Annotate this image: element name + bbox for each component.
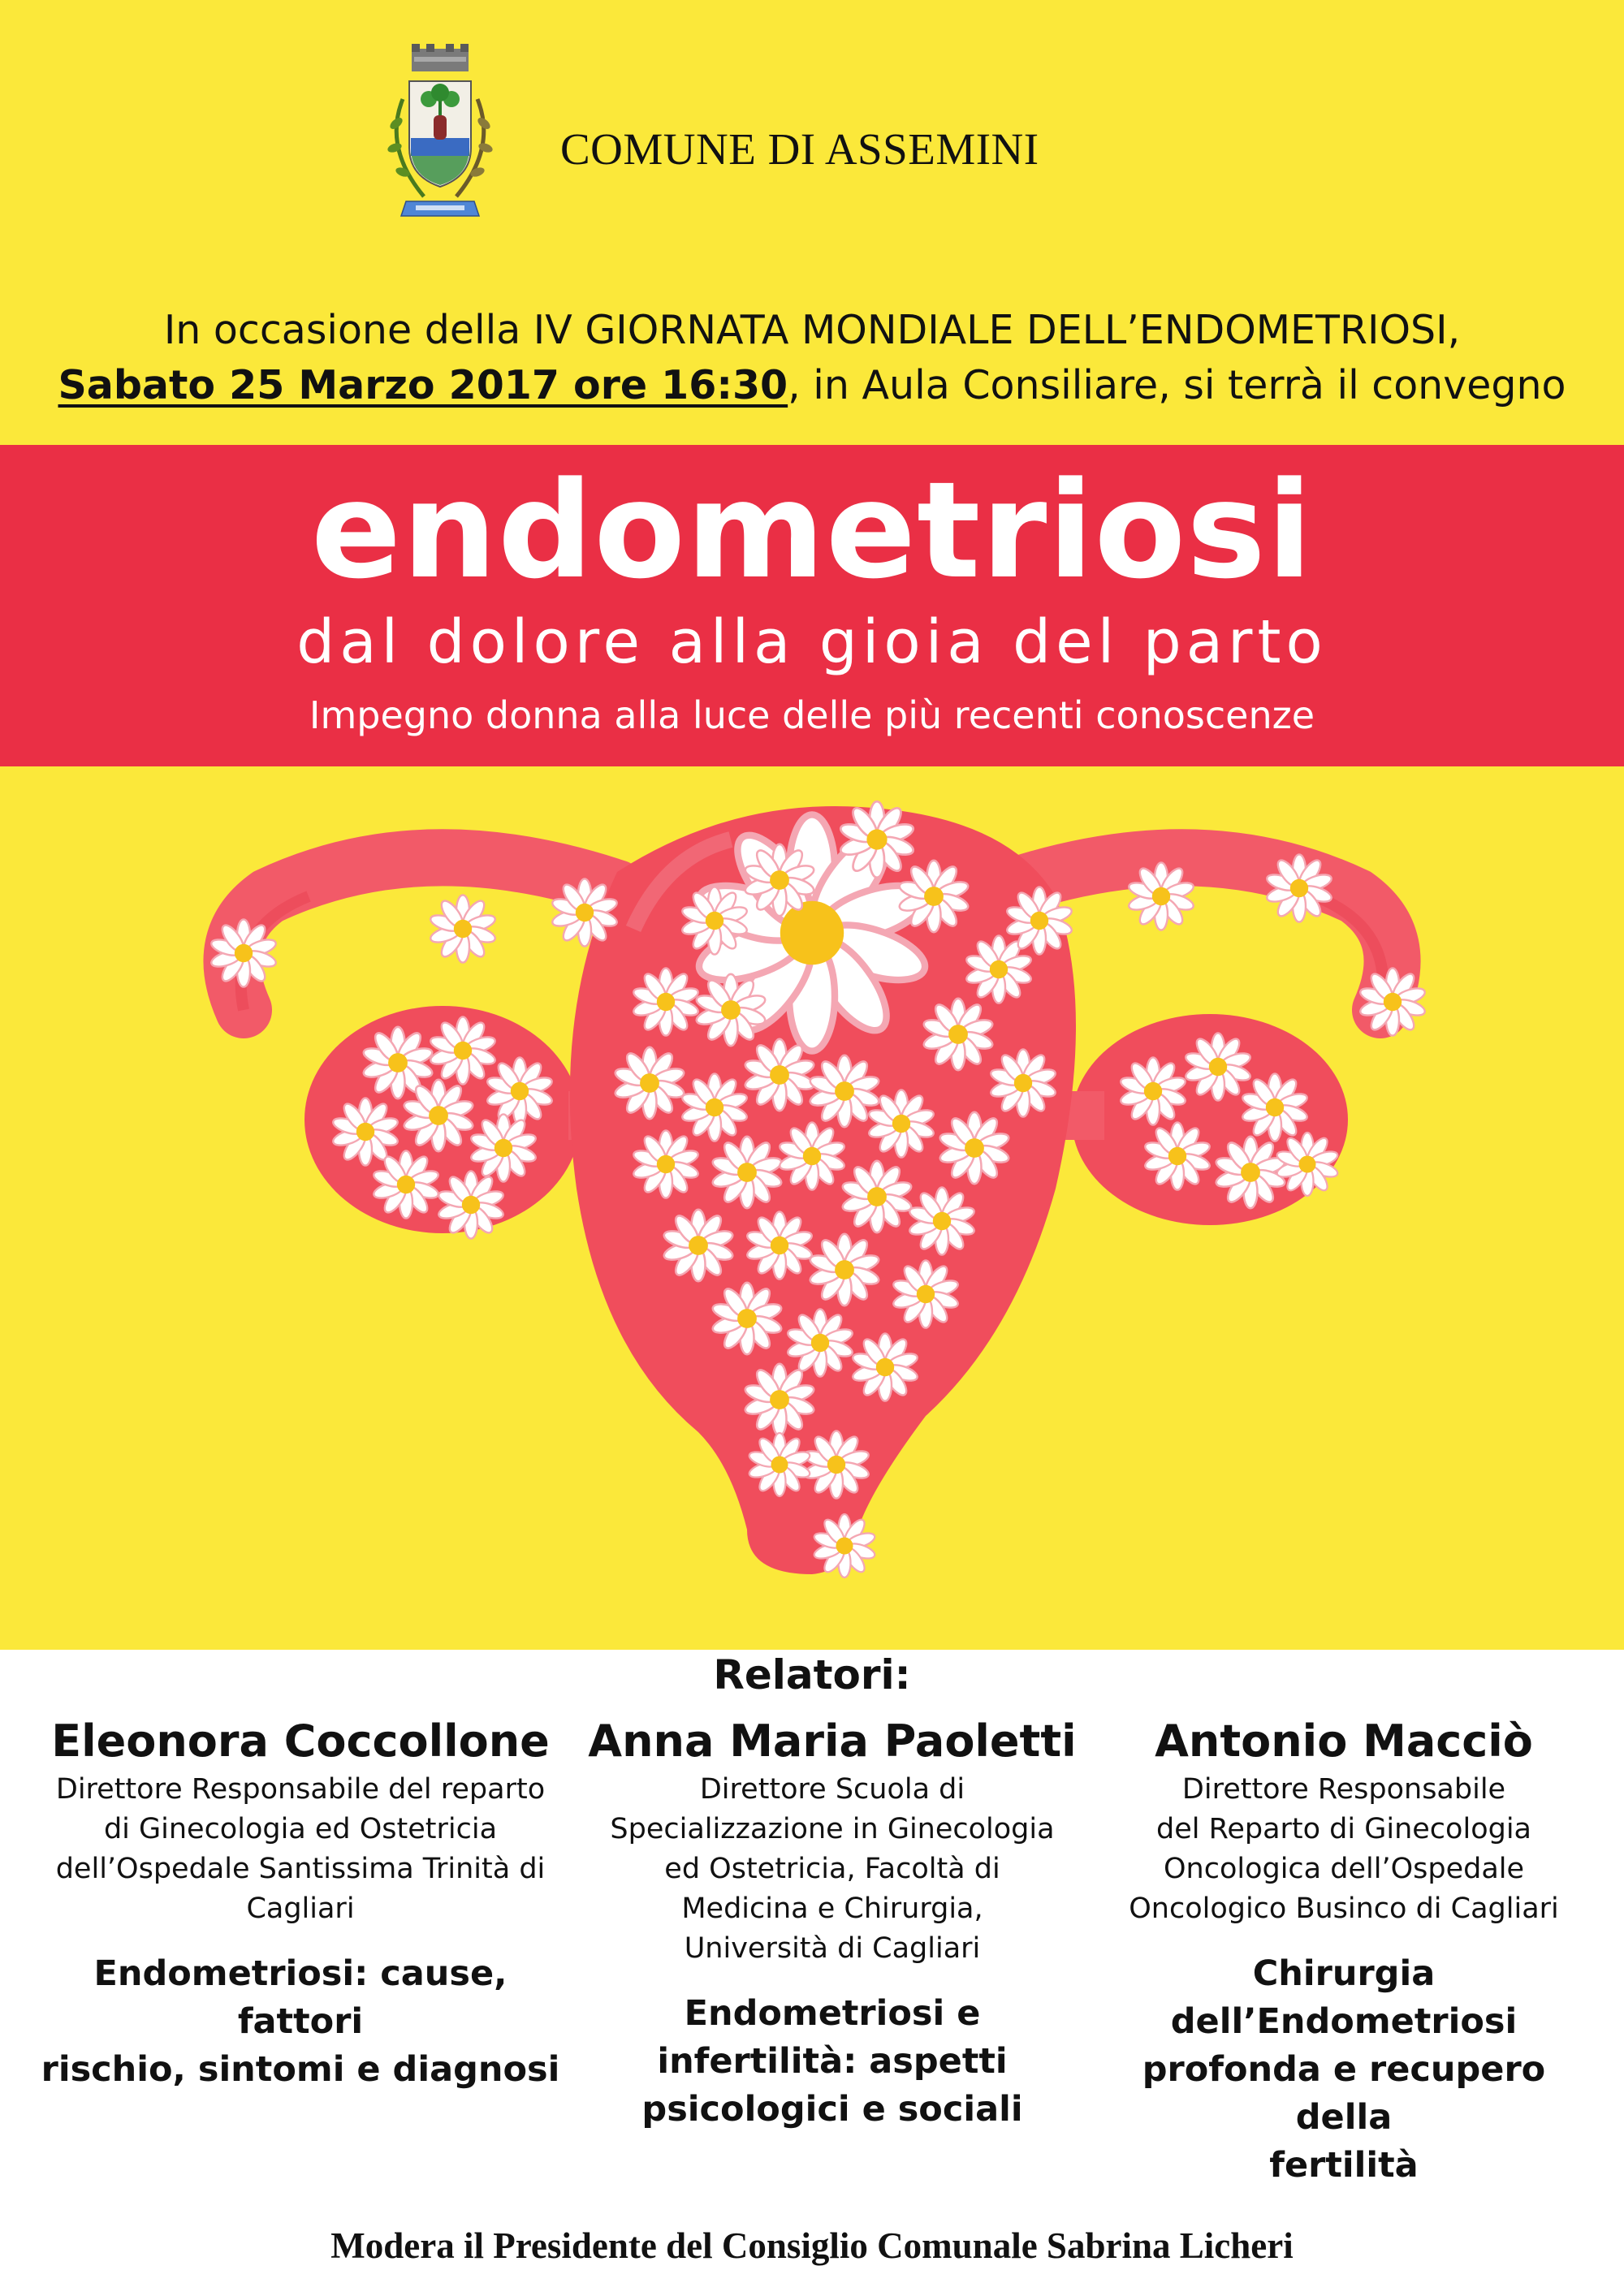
speaker-role-line: dell’Ospedale Santissima Trinità di xyxy=(55,1853,546,1885)
conference-tagline: Impegno donna alla luce delle più recenti conoscenze xyxy=(309,693,1315,737)
talk-title-line: infertilità: aspetti xyxy=(657,2041,1008,2082)
speaker-role-line: Cagliari xyxy=(246,1892,355,1925)
speaker-role-line: Direttore Responsabile xyxy=(1181,1773,1506,1806)
illustration-section xyxy=(0,766,1624,1650)
talk-title xyxy=(1092,1950,1596,2190)
speaker-role-line: di Ginecologia ed Ostetricia xyxy=(103,1813,498,1845)
speaker-card-1 xyxy=(41,1713,560,2094)
header-section xyxy=(0,0,1624,445)
flowered-uterus-illustration xyxy=(0,766,1624,1650)
speaker-role-line: Medicina e Chirurgia, xyxy=(681,1892,983,1925)
event-date: Sabato 25 Marzo 2017 ore 16:30 xyxy=(58,362,788,408)
speaker-name: Anna Maria Paoletti xyxy=(588,1716,1077,1767)
talk-title-line: psicologici e sociali xyxy=(641,2089,1023,2130)
speaker-role xyxy=(41,1770,560,1929)
speaker-role-line: Oncologica dell’Ospedale xyxy=(1163,1853,1525,1885)
coat-of-arms-icon xyxy=(375,42,505,229)
speaker-role-line: Direttore Scuola di xyxy=(699,1773,965,1806)
talk-title xyxy=(41,1950,560,2094)
speaker-role-line: del Reparto di Ginecologia xyxy=(1155,1813,1531,1845)
intro-line-1: In occasione della IV GIORNATA MONDIALE DELL’ENDOMETRIOSI, xyxy=(163,307,1461,353)
talk-title-line: profonda e recupero della xyxy=(1142,2049,1546,2138)
speaker-role-line: ed Ostetricia, Facoltà di xyxy=(664,1853,1000,1885)
event-location: , in Aula Consiliare, si terrà il convegno xyxy=(788,362,1566,408)
talk-title-line: Chirurgia xyxy=(1252,1953,1436,1994)
conference-title: endometriosi xyxy=(310,453,1314,608)
talk-title-line: Endometriosi: cause, fattori xyxy=(93,1953,508,2042)
speaker-card-3 xyxy=(1092,1713,1596,2190)
title-banner xyxy=(0,445,1624,766)
speaker-role-line: Specializzazione in Ginecologia xyxy=(610,1813,1055,1845)
municipality-name: COMUNE DI ASSEMINI xyxy=(560,124,1039,174)
conference-subtitle: dal dolore alla gioia del parto xyxy=(296,607,1328,677)
talk-title-line: rischio, sintomi e diagnosi xyxy=(41,2049,560,2090)
intro-line-2 xyxy=(0,362,1624,408)
speaker-role-line: Università di Cagliari xyxy=(684,1932,981,1965)
talk-title xyxy=(572,1990,1092,2134)
moderator-line: Modera il Presidente del Consiglio Comunale Sabrina Licheri xyxy=(330,2225,1294,2266)
talk-title-line: Endometriosi e xyxy=(684,1993,981,2034)
speaker-name: Antonio Macciò xyxy=(1155,1716,1533,1767)
speaker-role xyxy=(1092,1770,1596,1929)
talk-title-line: fertilità xyxy=(1269,2145,1419,2186)
talk-title-line: dell’Endometriosi xyxy=(1170,2001,1518,2042)
speaker-role xyxy=(572,1770,1092,1969)
speakers-heading: Relatori: xyxy=(713,1651,911,1698)
speaker-name: Eleonora Coccollone xyxy=(51,1716,550,1767)
speaker-card-2 xyxy=(572,1713,1092,2134)
speaker-role-line: Direttore Responsabile del reparto xyxy=(55,1773,546,1806)
speaker-role-line: Oncologico Businco di Cagliari xyxy=(1129,1892,1559,1925)
